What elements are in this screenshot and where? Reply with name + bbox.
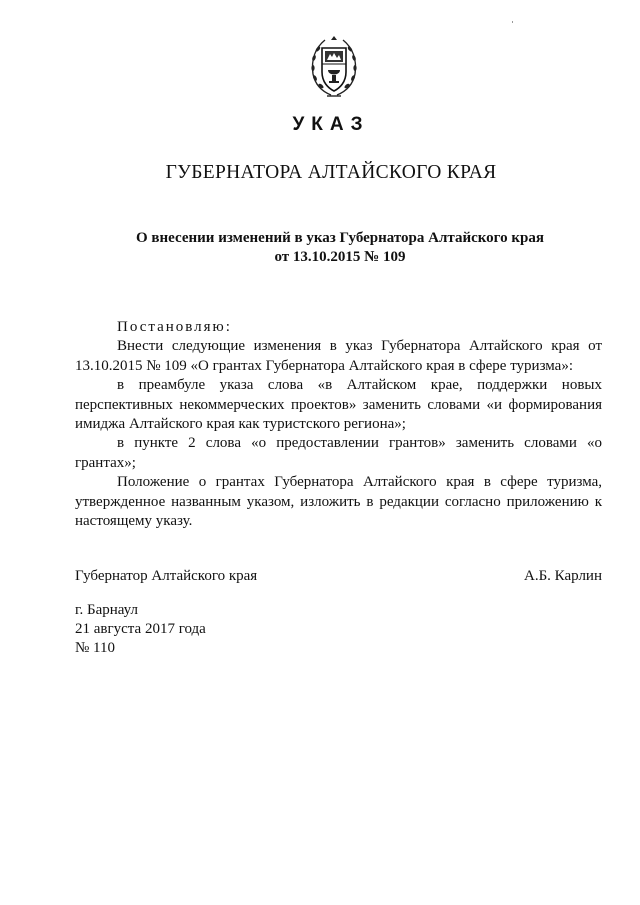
city: г. Барнаул — [75, 602, 138, 618]
signatory-name: А.Б. Карлин — [523, 568, 602, 584]
paragraph: в преамбуле указа слова «в Алтайском крае, поддержки новых перспективных некоммерческих проектов» заменить словами «и формирования имиджа Алтайского края как туристского региона»; — [75, 377, 602, 433]
subject-line-2: от 13.10.2015 № 109 — [274, 249, 406, 265]
coat-of-arms-icon — [305, 34, 363, 100]
document-type: УКАЗ — [292, 114, 370, 135]
date: 21 августа 2017 года — [75, 621, 206, 637]
paragraph: Положение о грантах Губернатора Алтайского края в сфере туризма, утвержденное названным указом, изложить в редакции согласно приложению к настоящему указу. — [75, 474, 602, 530]
issuer-title: ГУБЕРНАТОРА АЛТАЙСКОГО КРАЯ — [165, 162, 497, 183]
paragraph: в пункте 2 слова «о предоставлении грантов» заменить словами «о грантах»; — [75, 435, 602, 471]
place-date-block — [75, 601, 206, 658]
document-body — [75, 318, 602, 531]
document-number: № 110 — [75, 640, 116, 656]
document-subject — [90, 229, 590, 267]
subject-line-1: О внесении изменений в указ Губернатора Алтайского края — [136, 230, 544, 246]
signatory-position: Губернатор Алтайского края — [75, 568, 258, 584]
paragraph: Внести следующие изменения в указ Губернатора Алтайского края от 13.10.2015 № 109 «О грантах Губернатора Алтайского края в сфере туризма»: — [75, 338, 602, 374]
decree-word: Постановляю: — [117, 319, 232, 335]
signature-block — [75, 568, 602, 585]
scan-mark — [512, 21, 513, 23]
